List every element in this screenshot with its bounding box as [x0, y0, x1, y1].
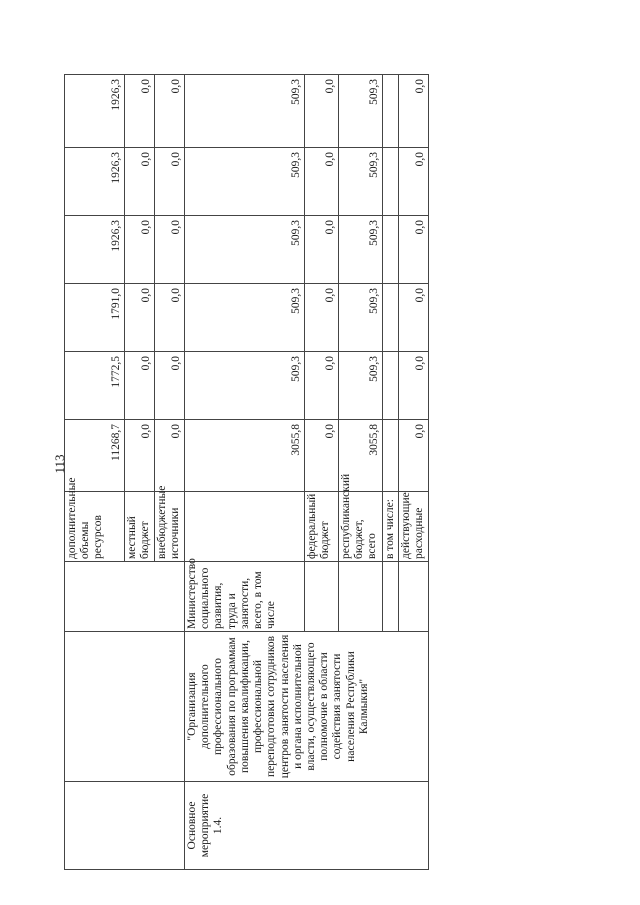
- value-cell: 1772,5: [65, 352, 125, 420]
- budget-table-rotated: [64, 75, 534, 870]
- table-row: [185, 75, 305, 870]
- table-row: [65, 75, 125, 870]
- value-cell: 0,0: [125, 284, 155, 352]
- value-cell: 0,0: [399, 284, 429, 352]
- value-cell: 0,0: [399, 420, 429, 492]
- value-cell: 509,3: [185, 216, 305, 284]
- value-cell: 509,3: [185, 352, 305, 420]
- value-cell: [383, 352, 399, 420]
- value-cell: 0,0: [305, 420, 339, 492]
- value-cell: 3055,8: [185, 420, 305, 492]
- source-cell: дополнительные объемы ресурсов: [65, 492, 125, 562]
- value-cell: 0,0: [305, 75, 339, 148]
- value-cell: [383, 284, 399, 352]
- value-cell: 509,3: [185, 284, 305, 352]
- value-cell: 0,0: [155, 284, 185, 352]
- value-cell: 509,3: [185, 75, 305, 148]
- value-cell: [383, 148, 399, 216]
- value-cell: 509,3: [339, 352, 383, 420]
- blank-cell: [383, 562, 399, 632]
- value-cell: 0,0: [125, 148, 155, 216]
- source-cell: республиканский бюджет, всего: [339, 492, 383, 562]
- value-cell: 1926,3: [65, 75, 125, 148]
- value-cell: 11268,7: [65, 420, 125, 492]
- budget-table: [64, 74, 429, 870]
- value-cell: 0,0: [155, 75, 185, 148]
- value-cell: 509,3: [185, 148, 305, 216]
- value-cell: 0,0: [399, 75, 429, 148]
- value-cell: 1926,3: [65, 216, 125, 284]
- value-cell: 3055,8: [339, 420, 383, 492]
- value-cell: 0,0: [399, 352, 429, 420]
- value-cell: 509,3: [339, 148, 383, 216]
- blank-cell: [339, 562, 383, 632]
- value-cell: 0,0: [399, 148, 429, 216]
- value-cell: 0,0: [125, 420, 155, 492]
- source-cell: действующие расходные: [399, 492, 429, 562]
- measure-label: Основное мероприятие 1.4.: [185, 782, 429, 870]
- value-cell: 0,0: [305, 148, 339, 216]
- value-cell: 1926,3: [65, 148, 125, 216]
- source-cell: [185, 492, 305, 562]
- value-cell: 509,3: [339, 284, 383, 352]
- blank-cell: [305, 562, 339, 632]
- value-cell: [383, 420, 399, 492]
- value-cell: 0,0: [125, 352, 155, 420]
- blank-cell: [399, 562, 429, 632]
- page-number: 113: [52, 454, 67, 474]
- value-cell: [383, 75, 399, 148]
- value-cell: 0,0: [305, 216, 339, 284]
- value-cell: 1791,0: [65, 284, 125, 352]
- value-cell: 0,0: [155, 216, 185, 284]
- measure-name: "Организация дополнительного профессионального образования по программам повышения квалификации, профессиональной переподготовки сотрудников центров занятости населения и органа исполнительной власти, осуществляющего полномочие в области содействия занятости населения Республики Калмыкия": [185, 632, 429, 782]
- value-cell: 0,0: [155, 352, 185, 420]
- source-cell: внебюджетные источники: [155, 492, 185, 562]
- blank-cell: [65, 632, 185, 782]
- value-cell: 0,0: [399, 216, 429, 284]
- blank-cell: [65, 562, 185, 632]
- source-cell: местный бюджет: [125, 492, 155, 562]
- source-cell: в том числе:: [383, 492, 399, 562]
- value-cell: 0,0: [305, 284, 339, 352]
- value-cell: 0,0: [155, 148, 185, 216]
- value-cell: 0,0: [125, 216, 155, 284]
- value-cell: 0,0: [155, 420, 185, 492]
- value-cell: 509,3: [339, 216, 383, 284]
- value-cell: 0,0: [125, 75, 155, 148]
- source-cell: федеральный бюджет: [305, 492, 339, 562]
- value-cell: [383, 216, 399, 284]
- value-cell: 509,3: [339, 75, 383, 148]
- executor-cell: Министерство социального развития, труда и занятости, всего, в том числе: [185, 562, 305, 632]
- value-cell: 0,0: [305, 352, 339, 420]
- blank-cell: [65, 782, 185, 870]
